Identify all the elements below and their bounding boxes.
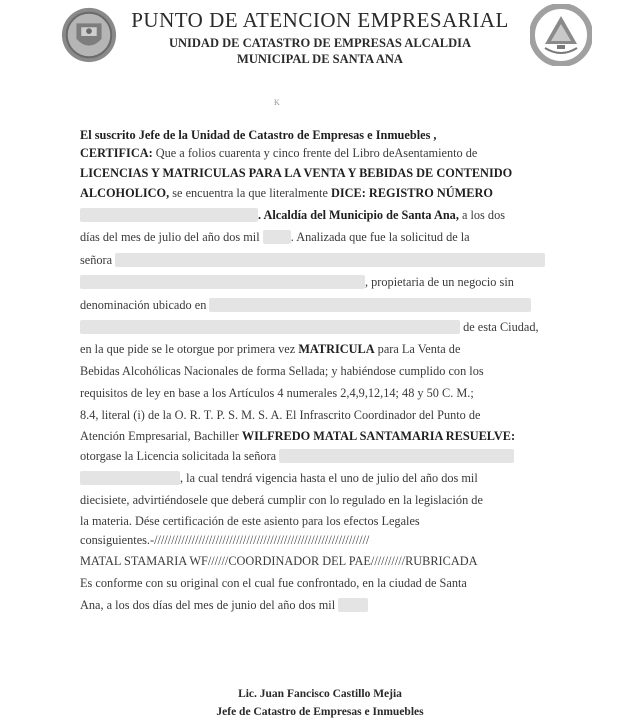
redacted-block: [80, 320, 460, 334]
body-line-10: de esta Ciudad,: [80, 320, 564, 335]
body-line-21: MATAL STAMARIA WF//////COORDINADOR DEL PAE//////////RUBRICADA: [80, 554, 478, 568]
body-line-6: días del mes de julio del año dos mil . Analizada que fue la solicitud de la: [80, 230, 470, 244]
body-line-5: . Alcaldía del Municipio de Santa Ana, a los dos: [80, 208, 564, 223]
body-line-8: , propietaria de un negocio sin: [80, 275, 564, 290]
redacted-block: [209, 298, 531, 312]
redacted-block: [80, 471, 180, 485]
redacted-block: [80, 208, 258, 222]
body-line-4: ALCOHOLICO, se encuentra la que literalmente DICE: REGISTRO NÚMERO: [80, 186, 493, 200]
redacted-block: [263, 230, 291, 244]
body-line-11: en la que pide se le otorgue por primera vez MATRICULA para La Venta de: [80, 342, 461, 356]
stamp-mark: K: [274, 98, 280, 107]
body-line-17: , la cual tendrá vigencia hasta el uno de julio del año dos mil: [80, 471, 564, 486]
body-line-2: CERTIFICA: Que a folios cuarenta y cinco frente del Libro deAsentamiento de: [80, 146, 478, 160]
body-line-13: requisitos de ley en base a los Artículos 4 numerales 2,4,9,12,14; 48 y 50 C. M.;: [80, 386, 474, 400]
body-line-22: Es conforme con su original con el cual fue confrontado, en la ciudad de Santa: [80, 576, 467, 590]
body-line-9: denominación ubicado en: [80, 298, 564, 313]
document-subtitle-line1: UNIDAD DE CATASTRO DE EMPRESAS ALCALDIA: [168, 36, 471, 50]
body-line-12: Bebidas Alcohólicas Nacionales de forma Sellada; y habiéndose cumplido con los: [80, 364, 484, 378]
body-line-16: otorgase la Licencia solicitada la señora: [80, 449, 564, 464]
signatory-title: Jefe de Catastro de Empresas e Inmuebles: [216, 706, 424, 718]
body-line-1: El suscrito Jefe de la Unidad de Catastro de Empresas e Inmuebles ,: [80, 128, 437, 142]
signatory-name: Lic. Juan Fancisco Castillo Mejia: [238, 688, 402, 700]
redacted-block: [279, 449, 514, 463]
redacted-block: [115, 253, 545, 267]
body-line-23: Ana, a los dos días del mes de junio del año dos mil: [80, 598, 564, 613]
document-subtitle-line2: MUNICIPAL DE SANTA ANA: [237, 52, 403, 66]
body-line-14: 8.4, literal (i) de la O. R. T. P. S. M. S. A. El Infrascrito Coordinador del Punto de: [80, 408, 481, 422]
body-line-3: LICENCIAS Y MATRICULAS PARA LA VENTA Y BEBIDAS DE CONTENIDO: [80, 166, 513, 180]
redacted-block: [80, 275, 365, 289]
document-title: PUNTO DE ATENCION EMPRESARIAL: [131, 8, 509, 32]
body-line-7: señora: [80, 253, 564, 268]
body-line-15: Atención Empresarial, Bachiller WILFREDO MATAL SANTAMARIA RESUELVE:: [80, 429, 516, 443]
redacted-block: [338, 598, 368, 612]
body-line-18: diecisiete, advirtiéndosele que deberá cumplir con lo regulado en la legislación de: [80, 493, 483, 507]
body-line-20: consiguientes.-///////////////////////////////////////////////////////////////: [80, 533, 370, 547]
body-line-19: la materia. Dése certificación de este asiento para los efectos Legales: [80, 514, 420, 528]
